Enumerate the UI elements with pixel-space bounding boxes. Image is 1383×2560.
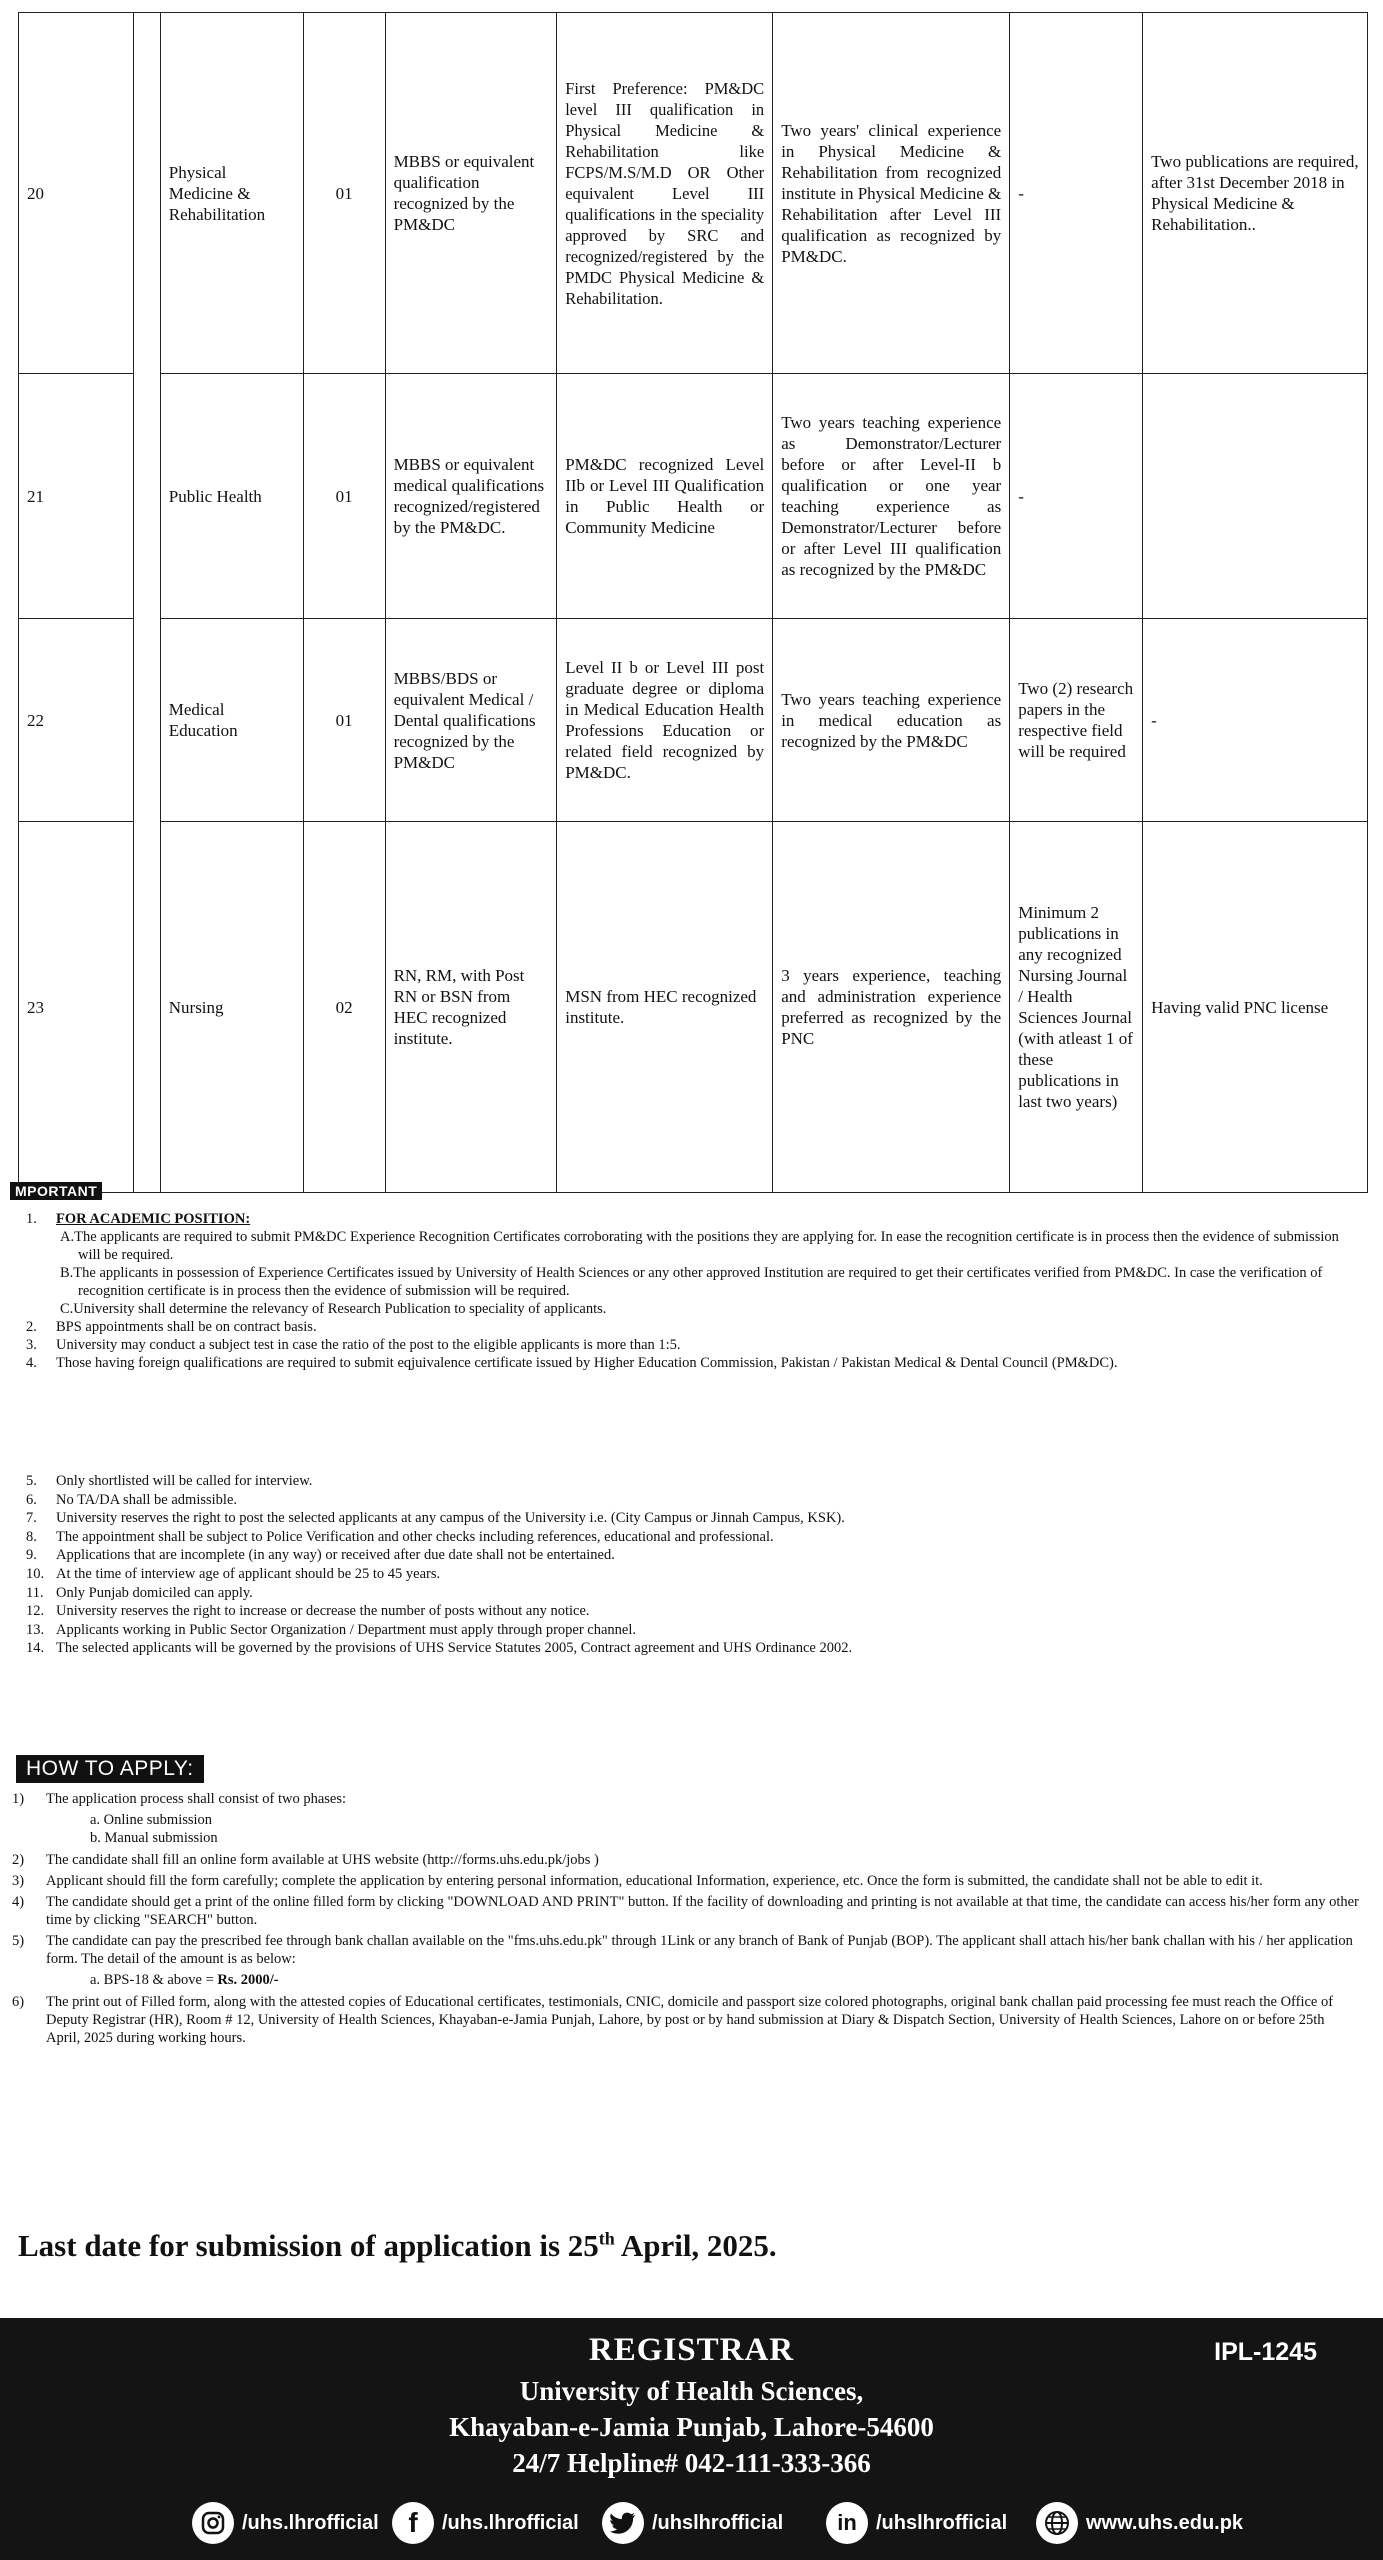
step-text: The candidate can pay the prescribed fee through bank challan available on the "fms.uhs.edu.pk" through 1Link or any branch of Bank of Punjab (BOP). The applicant shall attach his/her bank challan with his / her application form. The detail of the amount is as below: — [46, 1933, 1353, 1967]
note-text: Applicants working in Public Sector Organization / Department must apply through proper channel. — [56, 1621, 637, 1638]
social-handle: /uhs.lhrofficial — [242, 2511, 379, 2534]
social-handle: /uhslhrofficial — [652, 2511, 784, 2534]
note-number: 9. — [26, 1547, 37, 1564]
social-handle: /uhs.lhrofficial — [442, 2511, 579, 2534]
positions-table — [18, 12, 1368, 1193]
note-item — [20, 1584, 1360, 1603]
apply-step — [10, 1893, 1360, 1929]
social-handle: /uhslhrofficial — [876, 2511, 1008, 2534]
note-item — [20, 1565, 1360, 1584]
step-number: 6) — [12, 1994, 25, 2010]
serial-number: 21 — [19, 374, 134, 619]
note-item — [20, 1602, 1360, 1621]
higher-qualification: PM&DC recognized Level IIb or Level III Qualification in Public Health or Community Medicine — [557, 374, 773, 619]
step-text: The application process shall consist of two phases: — [46, 1791, 347, 1807]
subject: Public Health — [160, 374, 303, 619]
how-to-apply-label: HOW TO APPLY: — [16, 1755, 204, 1783]
note-number: 3. — [26, 1337, 37, 1353]
higher-qualification: First Preference: PM&DC level III qualification in Physical Medicine & Rehabilitation like FCPS/M.S/M.D OR Other equivalent Level III qualifications in the speciality approved by SRC and recognized/registered by the PMDC Physical Medicine & Rehabilitation. — [557, 13, 773, 374]
post-count: 02 — [303, 822, 385, 1193]
globe-icon — [1036, 2502, 1078, 2544]
note-text: BPS appointments shall be on contract basis. — [56, 1319, 317, 1335]
note-item — [20, 1509, 1360, 1528]
research-requirement: - — [1010, 374, 1143, 619]
table-row — [19, 619, 1368, 822]
note-item — [20, 1210, 1360, 1228]
basic-qualification: MBBS or equivalent medical qualifications recognized/registered by the PM&DC. — [385, 374, 557, 619]
social-facebook[interactable] — [392, 2498, 579, 2548]
fee-label: a. BPS-18 & above = — [90, 1972, 218, 1988]
twitter-icon — [602, 2502, 644, 2544]
important-label: MPORTANT — [10, 1182, 102, 1200]
note-item — [20, 1354, 1360, 1372]
note-text: Those having foreign qualifications are required to submit eqjuivalence certificate issued by Higher Education Commission, Pakistan / Pakistan Medical & Dental Council (PM&DC). — [56, 1355, 1118, 1371]
note-number: 5. — [26, 1473, 37, 1489]
apply-step — [10, 1851, 1360, 1869]
note-item — [20, 1639, 1360, 1658]
fee-amount: Rs. 2000/- — [217, 1972, 279, 1988]
social-links — [0, 2498, 1383, 2548]
note-subitem-a: A.The applicants are required to submit PM&DC Experience Recognition Certificates corroborating with the positions they are applying for. In ease the recognition certificate is in process then the evidence of submission will be required. — [60, 1229, 1339, 1263]
step-number: 2) — [12, 1852, 25, 1868]
how-to-apply-steps — [10, 1790, 1360, 2050]
higher-qualification: MSN from HEC recognized institute. — [557, 822, 773, 1193]
higher-qualification: Level II b or Level III post graduate degree or diploma in Medical Education Health Professions Education or related field recognized by PM&DC. — [557, 619, 773, 822]
post-count: 01 — [303, 13, 385, 374]
facebook-icon: f — [392, 2502, 434, 2544]
note-subitem-b: B.The applicants in possession of Experience Certificates issued by University of Health Sciences or any other approved Institution are required to get their certificates verified from PM&DC. In case the verification of recognition certificate is in process then the evidence of submission will be required. — [60, 1265, 1323, 1299]
note-number: 2. — [26, 1319, 37, 1335]
step-text: The print out of Filled form, along with the attested copies of Educational certificates, testimonials, CNIC, domicile and passport size colored photographs, original bank challan paid processing fee must reach the Office of Deputy Registrar (HR), Room # 12, University of Health Sciences, Khayaban-e-Jamia Punjah, Lahore, by post or by hand submission at Diary & Dispatch Section, University of Health Sciences, Lahore on or before 25th April, 2025 during working hours. — [46, 1994, 1334, 2046]
linkedin-icon: in — [826, 2502, 868, 2544]
research-requirement: - — [1010, 13, 1143, 374]
note-number: 7. — [26, 1510, 37, 1527]
serial-number: 23 — [19, 822, 134, 1193]
note-item — [20, 1621, 1360, 1640]
subject: Physical Medicine & Rehabilitation — [160, 13, 303, 374]
blank-column — [134, 13, 161, 1193]
registrar-title: REGISTRAR — [588, 2332, 795, 2368]
research-requirement: Minimum 2 publications in any recognized Nursing Journal / Health Sciences Journal (with atleast 1 of these publications in last two years) — [1010, 822, 1143, 1193]
apply-step — [10, 1790, 1360, 1808]
note-item — [20, 1336, 1360, 1354]
university-name: University of Health Sciences, — [519, 2376, 864, 2406]
other-requirement — [1143, 374, 1368, 619]
note-number: 10. — [26, 1565, 45, 1582]
note-text: At the time of interview age of applicant should be 25 to 45 years. — [56, 1565, 441, 1582]
apply-step — [10, 1872, 1360, 1890]
serial-number: 20 — [19, 13, 134, 374]
note-item — [20, 1528, 1360, 1547]
step-number: 5) — [12, 1933, 25, 1949]
note-number: 1. — [26, 1211, 37, 1227]
helpline: 24/7 Helpline# 042-111-333-366 — [512, 2448, 871, 2478]
important-notes-group-2 — [20, 1472, 1360, 1658]
note-number: 12. — [26, 1603, 45, 1620]
note-text: No TA/DA shall be admissible. — [56, 1491, 238, 1508]
last-date-suffix-ordinal: th — [598, 2228, 615, 2249]
note-text: Applications that are incomplete (in any way) or received after due date shall not be entertained. — [56, 1547, 615, 1564]
subject: Nursing — [160, 822, 303, 1193]
note-item — [20, 1318, 1360, 1336]
note-number: 4. — [26, 1355, 37, 1371]
other-requirement: - — [1143, 619, 1368, 822]
note-number: 8. — [26, 1528, 37, 1545]
basic-qualification: RN, RM, with Post RN or BSN from HEC recognized institute. — [385, 822, 557, 1193]
step-number: 3) — [12, 1873, 25, 1889]
table-row — [19, 822, 1368, 1193]
university-address: Khayaban-e-Jamia Punjab, Lahore-54600 — [449, 2412, 934, 2442]
social-instagram[interactable] — [192, 2498, 379, 2548]
research-requirement: Two (2) research papers in the respective field will be required — [1010, 619, 1143, 822]
basic-qualification: MBBS or equivalent qualification recognized by the PM&DC — [385, 13, 557, 374]
post-count: 01 — [303, 619, 385, 822]
step-text: Applicant should fill the form carefully; complete the application by entering personal information, educational Information, experience, etc. Once the form is submitted, the candidate shall not be able to edit it. — [46, 1873, 1263, 1889]
step-number: 4) — [12, 1894, 25, 1910]
social-linkedin[interactable] — [826, 2498, 1007, 2548]
manual-submission-option: b. Manual submission — [90, 1830, 218, 1846]
step-text: The candidate shall fill an online form available at UHS website (http://forms.uhs.edu.pk/jobs ) — [46, 1852, 599, 1868]
note-text: University reserves the right to increase or decrease the number of posts without any notice. — [56, 1603, 590, 1620]
step-number: 1) — [12, 1791, 25, 1807]
other-requirement: Two publications are required, after 31st December 2018 in Physical Medicine & Rehabilitation.. — [1143, 13, 1368, 374]
note-item — [20, 1472, 1360, 1491]
basic-qualification: MBBS/BDS or equivalent Medical / Dental qualifications recognized by the PM&DC — [385, 619, 557, 822]
apply-step — [10, 1932, 1360, 1968]
note-text: Only Punjab domiciled can apply. — [56, 1584, 253, 1601]
note-text: The appointment shall be subject to Police Verification and other checks including references, educational and professional. — [56, 1528, 774, 1545]
other-requirement: Having valid PNC license — [1143, 822, 1368, 1193]
social-twitter[interactable] — [602, 2498, 783, 2548]
note-subitem-c: C.University shall determine the relevancy of Research Publication to speciality of applicants. — [60, 1301, 607, 1317]
online-submission-option: a. Online submission — [90, 1812, 213, 1828]
note-text: Only shortlisted will be called for interview. — [56, 1473, 313, 1489]
last-date-prefix: Last date for submission of application is 25 — [18, 2228, 599, 2263]
ad-code: IPL-1245 — [1214, 2338, 1317, 2366]
note-number: 6. — [26, 1491, 37, 1508]
experience: 3 years experience, teaching and administration experience preferred as recognized by the PNC — [773, 822, 1010, 1193]
note-item — [20, 1491, 1360, 1510]
website-url: www.uhs.edu.pk — [1086, 2511, 1244, 2534]
note-text: The selected applicants will be governed by the provisions of UHS Service Statutes 2005, Contract agreement and UHS Ordinance 2002. — [56, 1640, 853, 1657]
apply-step — [10, 1993, 1360, 2047]
experience: Two years teaching experience in medical education as recognized by the PM&DC — [773, 619, 1010, 822]
note-item — [20, 1546, 1360, 1565]
last-date-notice — [18, 2228, 777, 2264]
serial-number: 22 — [19, 619, 134, 822]
last-date-suffix: April, 2025. — [614, 2228, 777, 2263]
note-text: University reserves the right to post the selected applicants at any campus of the University i.e. (City Campus or Jinnah Campus, KSK). — [56, 1510, 845, 1527]
post-count: 01 — [303, 374, 385, 619]
note-number: 14. — [26, 1640, 45, 1657]
experience: Two years' clinical experience in Physical Medicine & Rehabilitation from recognized institute in Physical Medicine & Rehabilitation after Level III qualification as recognized by PM&DC. — [773, 13, 1010, 374]
note-text: University may conduct a subject test in case the ratio of the post to the eligible applicants is more than 1:5. — [56, 1337, 681, 1353]
experience: Two years teaching experience as Demonstrator/Lecturer before or after Level-II b qualification or one year teaching experience as Demonstrator/Lecturer before or after Level III qualification as recognized by the PM&DC — [773, 374, 1010, 619]
social-website[interactable] — [1036, 2498, 1243, 2548]
note-number: 13. — [26, 1621, 45, 1638]
important-notes-group-1 — [20, 1210, 1360, 1372]
footer — [0, 2318, 1383, 2560]
academic-position-heading: FOR ACADEMIC POSITION: — [56, 1211, 251, 1227]
fee-detail — [10, 1971, 1360, 1989]
table-row — [19, 374, 1368, 619]
note-number: 11. — [26, 1584, 44, 1601]
step-text: The candidate should get a print of the online filled form by clicking "DOWNLOAD AND PRINT" button. If the facility of downloading and printing is not available at that time, the candidate can access his/her form any other time by clicking "SEARCH" button. — [46, 1894, 1359, 1928]
instagram-icon — [192, 2502, 234, 2544]
table-row — [19, 13, 1368, 374]
subject: Medical Education — [160, 619, 303, 822]
